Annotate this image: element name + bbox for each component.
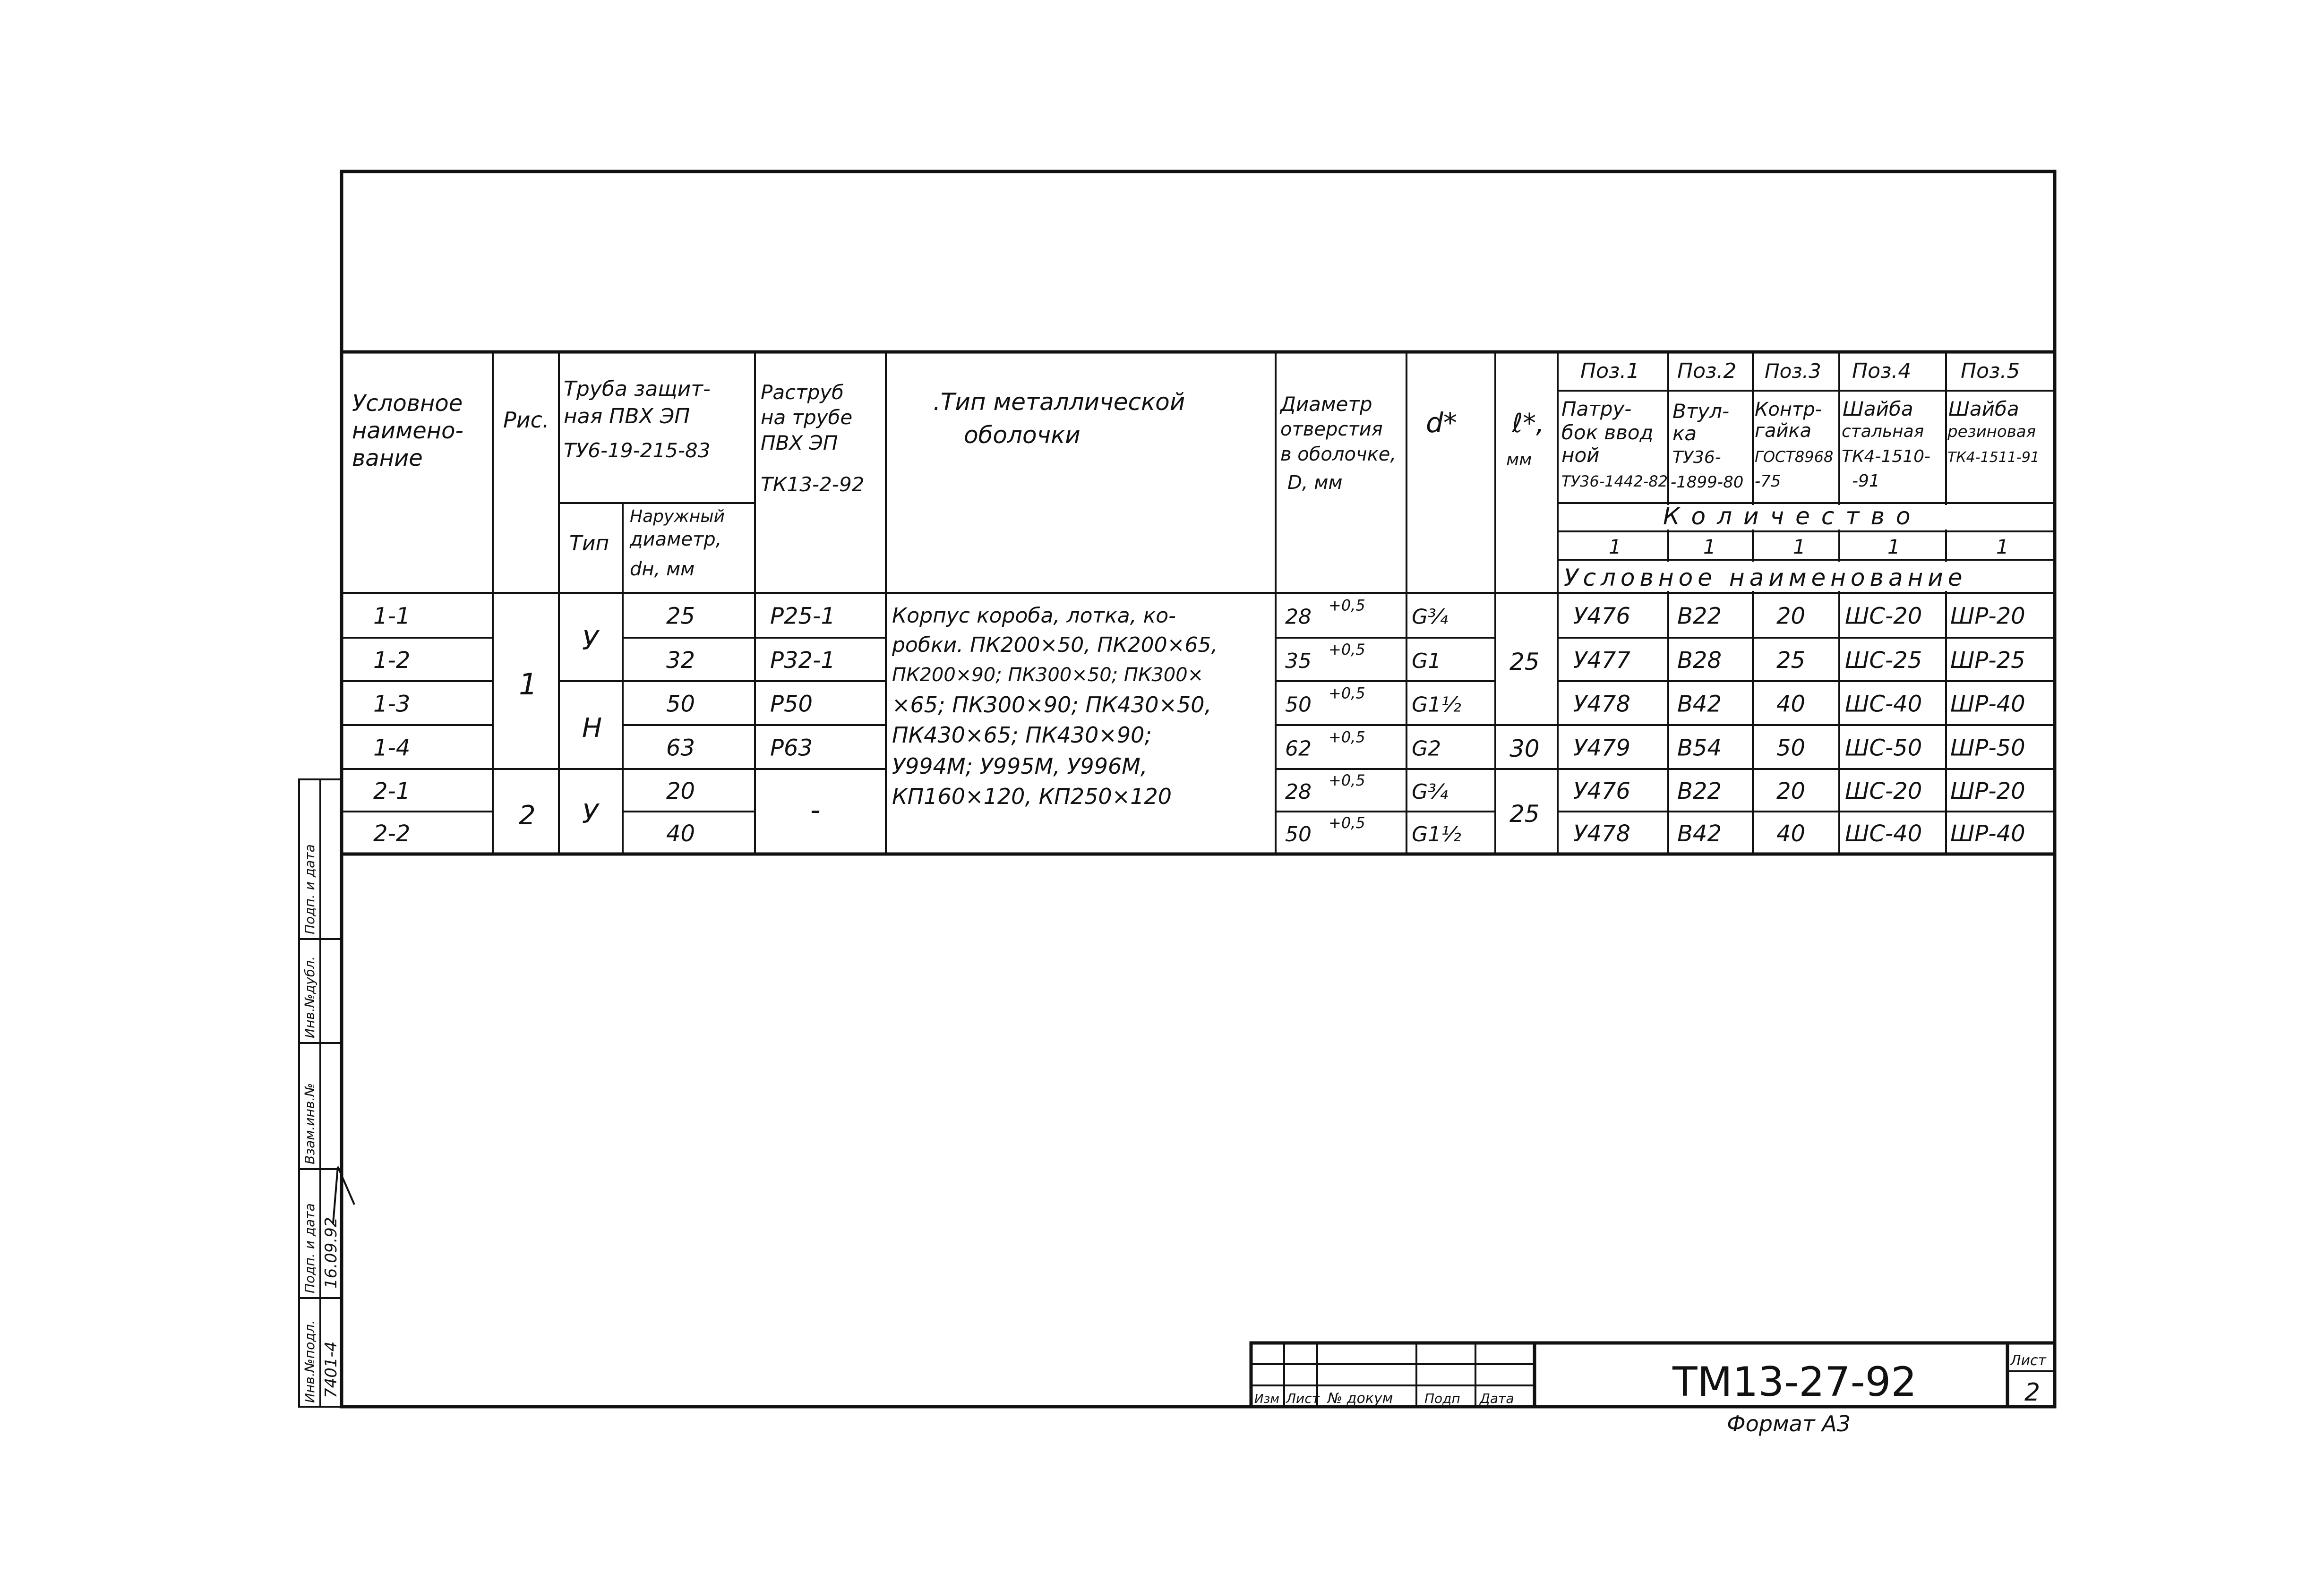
cell-p1: У478 [1573,820,1630,847]
pos-name-4-l1: Шайба [1843,397,1913,420]
cell-p5: ШР-20 [1950,603,2025,630]
title-col-podp: Подп [1424,1391,1460,1406]
header-pipe-l2: ная ПВХ ЭП [564,404,690,428]
header-socket-l1: Раструб [761,381,844,404]
cell-socket: Р25-1 [770,603,835,630]
cell-diam: 25 [666,603,695,630]
cell-name: 1-4 [373,735,411,761]
header-pipe-diam-l3: dн, мм [630,558,695,580]
qty-2: 1 [1703,535,1716,558]
cell-name: 1-3 [373,691,411,718]
stamp-value-date: 16.09.92 [322,1217,341,1289]
cell-p4: ШС-25 [1845,647,1922,674]
pos-label-5: Поз.5 [1961,359,2020,383]
stamp-label-inv-dubl: Инв.№дубл. [302,956,317,1038]
cell-d: G¾ [1412,780,1448,804]
title-col-list: Лист [1286,1391,1320,1406]
shell-line-5: ПК430×65; ПК430×90; [892,722,1152,748]
shell-line-2: робки. ПК200×50, ПК200×65, [892,633,1218,657]
pos-name-2-l3: ТУ36- [1672,448,1721,467]
cell-d: G1 [1412,649,1441,673]
type-u2-cell: У [582,799,599,829]
l-25a-cell: 25 [1509,648,1540,675]
cell-p5: ШР-20 [1950,778,2025,804]
cell-tolerance: +0,5 [1329,596,1365,615]
qty-1: 1 [1609,535,1621,558]
shell-line-6: У994М; У995М, У996М, [892,753,1148,779]
pos-name-3-l1: Контр- [1755,399,1822,420]
header-shell-l2: оболочки [964,421,1081,449]
cell-p5: ШР-50 [1950,735,2025,761]
pos-name-4-l4: -91 [1852,471,1880,491]
l-25b-cell: 25 [1509,800,1540,828]
sheet-number: 2 [2024,1378,2041,1407]
shell-line-7: КП160×120, КП250×120 [892,784,1172,809]
cell-tolerance: +0,5 [1329,771,1365,789]
shell-line-3: ПК200×90; ПК300×50; ПК300× [892,664,1204,686]
cell-p3: 25 [1776,647,1806,674]
qty-4: 1 [1887,535,1900,558]
cell-p5: ШР-25 [1950,647,2025,674]
fig-2-cell: 2 [519,800,536,831]
fig-1-cell: 1 [519,667,538,701]
l-30-cell: 30 [1509,735,1540,762]
cell-p4: ШС-20 [1845,778,1922,804]
cell-p3: 20 [1776,778,1806,804]
cell-p5: ШР-40 [1950,820,2025,847]
pos-name-2-l4: -1899-80 [1671,473,1744,492]
cell-p1: У477 [1573,647,1630,674]
cell-diam: 40 [666,820,695,847]
pos-name-1-l1: Патру- [1561,397,1632,420]
cell-socket: Р63 [770,735,813,761]
pos-name-5-l3: ТК4-1511-91 [1947,449,2040,466]
cell-p5: ШР-40 [1950,691,2025,718]
cell-hole: 62 [1285,736,1312,761]
cond-name-band: Условное наименование [1564,564,1967,591]
cell-hole: 28 [1285,780,1312,804]
title-col-doc: № докум [1328,1390,1393,1407]
cell-p4: ШС-50 [1845,735,1922,761]
stamp-label-inv-podl: Инв.№подл. [302,1320,317,1403]
cell-diam: 20 [666,778,695,804]
pos-name-3 [1755,399,1833,491]
header-l-l1: ℓ*, [1512,408,1544,439]
cell-tolerance: +0,5 [1329,728,1365,746]
pos-name-3-l3: ГОСТ8968 [1755,448,1834,466]
header-d: d* [1426,407,1457,439]
header-pipe-l3: ТУ6-19-215-83 [564,439,711,462]
header-hole-l3: в оболочке, [1280,444,1397,465]
cell-name: 1-2 [373,647,411,674]
stamp-label-podp2: Подп. и дата [302,844,317,934]
qty-5: 1 [1996,535,2009,558]
pos-name-4-l2: стальная [1842,422,1924,441]
header-socket-l4: ТК13-2-92 [761,473,865,496]
cell-d: G¾ [1412,605,1448,629]
cell-p3: 20 [1776,603,1806,630]
pos-name-2 [1671,400,1743,492]
table-header [352,359,2040,591]
header-name-l3: вание [352,445,423,471]
cell-tolerance: +0,5 [1329,641,1365,658]
side-stamp [299,779,354,1407]
title-block [1251,1343,2055,1436]
cell-name: 1-1 [373,603,411,630]
cell-hole: 35 [1285,649,1312,673]
pos-name-2-l1: Втул- [1672,400,1730,423]
header-pipe-l1: Труба защит- [564,377,711,401]
cell-p3: 40 [1776,691,1806,718]
header-fig: Рис. [503,407,549,433]
cell-p2: В22 [1677,778,1722,804]
qty-3: 1 [1793,535,1806,558]
pos-name-1-l3: ной [1561,444,1600,467]
pos-label-1: Поз.1 [1580,359,1640,383]
header-hole-l2: отверстия [1280,419,1383,440]
shell-description [892,604,1218,809]
title-col-date: Дата [1480,1391,1514,1406]
cell-p1: У478 [1573,691,1630,718]
format-label: Формат А3 [1727,1411,1851,1436]
cell-name: 2-2 [373,820,411,847]
stamp-label-vzam: Взам.инв.№ [302,1083,317,1164]
cell-socket: Р50 [770,691,813,718]
socket-dash-cell: - [810,794,821,827]
type-n-cell: Н [582,713,602,743]
cell-hole: 28 [1285,605,1312,629]
cell-d: G1½ [1412,822,1461,846]
pos-name-3-l2: гайка [1755,420,1812,442]
pos-name-1-l4: ТУ36-1442-82 [1561,472,1668,490]
header-l-l2: мм [1506,450,1532,470]
header-pipe-diam-l1: Наружный [630,507,725,526]
cell-name: 2-1 [373,778,411,804]
cell-p1: У479 [1573,735,1630,761]
cell-p2: В54 [1677,735,1722,761]
stamp-label-podp1: Подп. и дата [302,1203,317,1293]
pos-label-3: Поз.3 [1765,359,1821,383]
cell-p1: У476 [1573,603,1630,630]
cell-p4: ШС-40 [1845,820,1922,847]
cell-p2: В22 [1677,603,1722,630]
header-name-l2: наимено- [352,418,463,444]
quantity-band: Количество [1663,503,1922,530]
pos-name-2-l2: ка [1672,422,1697,445]
cell-p2: В28 [1677,647,1722,674]
pos-name-1 [1561,397,1668,490]
cell-d: G2 [1412,736,1441,761]
cell-p2: В42 [1677,820,1722,847]
cell-diam: 50 [666,691,695,718]
header-socket-l3: ПВХ ЭП [761,431,838,454]
pos-name-5-l1: Шайба [1948,397,2019,420]
header-pipe-diam-l2: диаметр, [630,529,722,550]
header-socket-l2: на трубе [761,406,853,429]
pos-name-5-l2: резиновая [1947,422,2036,441]
cell-d: G1½ [1412,692,1461,717]
cell-p4: ШС-20 [1845,603,1922,630]
cell-diam: 63 [666,735,695,761]
cell-p2: В42 [1677,691,1722,718]
document-code: ТМ13-27-92 [1672,1359,1917,1406]
header-hole-l4: D, мм [1287,472,1343,494]
pos-name-4-l3: ТК4-1510- [1842,447,1931,466]
cell-hole: 50 [1285,692,1312,717]
header-shell-l1: .Тип металлической [933,388,1185,416]
pos-name-5 [1947,397,2040,466]
cell-p3: 40 [1776,820,1806,847]
cell-tolerance: +0,5 [1329,684,1365,702]
pos-label-4: Поз.4 [1852,359,1912,383]
header-pipe-type: Тип [569,531,609,555]
sheet-label: Лист [2010,1352,2047,1369]
shell-line-4: ×65; ПК300×90; ПК430×50, [892,692,1212,718]
stamp-value-inv: 7401-4 [322,1341,341,1398]
pos-name-1-l2: бок ввод [1561,421,1654,444]
header-name-l1: Условное [352,390,463,417]
cell-p4: ШС-40 [1845,691,1922,718]
cell-socket: Р32-1 [770,647,835,674]
pos-label-2: Поз.2 [1677,359,1737,383]
type-u1-cell: У [582,625,599,656]
shell-line-1: Корпус короба, лотка, ко- [892,604,1176,628]
pos-name-3-l4: -75 [1755,472,1781,491]
cell-tolerance: +0,5 [1329,814,1365,832]
cell-p3: 50 [1776,735,1806,761]
pos-name-4 [1842,397,1930,491]
cell-p1: У476 [1573,778,1630,804]
header-hole-l1: Диаметр [1280,393,1372,416]
title-col-izm: Изм [1254,1392,1279,1406]
cell-hole: 50 [1285,822,1312,846]
cell-diam: 32 [666,647,695,674]
